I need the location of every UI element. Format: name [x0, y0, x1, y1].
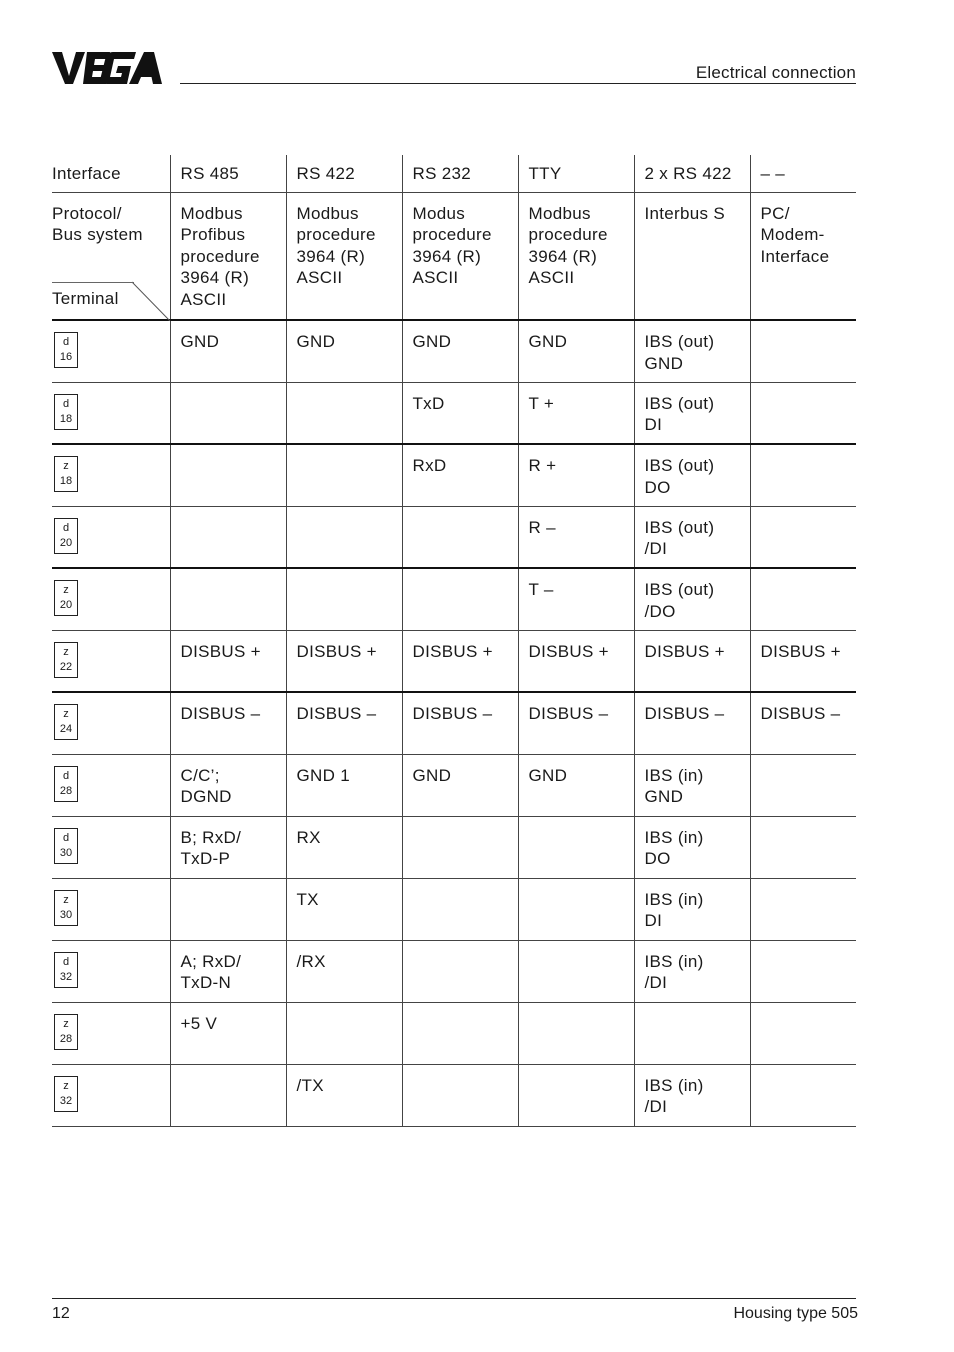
- signal-cell: [634, 630, 750, 692]
- signal-text: GND 1: [296, 765, 350, 785]
- signal-text: /TX: [296, 1075, 324, 1095]
- signal-cell: [750, 940, 856, 1002]
- interface-cell: RS 422: [286, 155, 402, 192]
- signal-text: DISBUS +: [412, 641, 493, 661]
- signal-cell: [518, 754, 634, 816]
- terminal-row: [52, 1064, 856, 1126]
- signal-cell: [634, 1002, 750, 1064]
- protocol-cell: [170, 192, 286, 320]
- protocol-text: PC/ Modem- Interface: [760, 203, 830, 266]
- terminal-pin-number: 18: [59, 475, 73, 487]
- terminal-pin-number: 28: [59, 784, 73, 797]
- terminal-row: [52, 568, 856, 630]
- signal-text: RX: [296, 827, 321, 847]
- terminal-pin-number: 30: [59, 908, 73, 921]
- signal-cell: [170, 1064, 286, 1126]
- signal-cell: [750, 754, 856, 816]
- signal-cell: [518, 382, 634, 444]
- signal-text: R +: [528, 456, 557, 475]
- protocol-header-row: [52, 192, 856, 320]
- signal-cell: [634, 444, 750, 506]
- terminal-row-letter: d: [62, 336, 70, 348]
- signal-cell: [518, 816, 634, 878]
- terminal-row-letter: d: [62, 769, 70, 782]
- signal-cell: [750, 878, 856, 940]
- protocol-cell: [402, 192, 518, 320]
- signal-cell: [170, 630, 286, 692]
- signal-cell: [634, 754, 750, 816]
- signal-cell: [286, 940, 402, 1002]
- signal-text: IBS (in) /DI: [644, 951, 704, 992]
- signal-text: T +: [528, 393, 555, 413]
- terminal-row: [52, 692, 856, 754]
- terminal-pin-number: 20: [59, 599, 73, 611]
- signal-text: DISBUS +: [180, 641, 261, 661]
- signal-text: B; RxD/ TxD-P: [180, 827, 242, 868]
- signal-text: GND: [412, 765, 452, 785]
- signal-cell: [402, 1064, 518, 1126]
- terminal-pin-number: 30: [59, 846, 73, 859]
- protocol-label: Protocol/ Bus system: [52, 203, 143, 244]
- signal-text: IBS (in) DO: [644, 827, 704, 868]
- signal-cell: [402, 940, 518, 1002]
- signal-text: +5 V: [180, 1013, 218, 1033]
- signal-cell: [750, 630, 856, 692]
- signal-cell: [518, 1064, 634, 1126]
- terminal-row-letter: z: [63, 1017, 69, 1030]
- interface-cell: RS 485: [170, 155, 286, 192]
- protocol-cell: [518, 192, 634, 320]
- terminal-cell: [52, 444, 170, 506]
- signal-cell: [402, 444, 518, 506]
- signal-cell: [286, 1002, 402, 1064]
- terminal-pin-box: [54, 828, 78, 864]
- terminal-cell: [52, 940, 170, 1002]
- signal-cell: [286, 568, 402, 630]
- footer-rule: [52, 1298, 856, 1299]
- terminal-label: Terminal: [52, 288, 119, 308]
- signal-cell: [518, 568, 634, 630]
- terminal-pin-number: 32: [59, 970, 73, 983]
- signal-cell: [634, 878, 750, 940]
- signal-cell: [402, 630, 518, 692]
- signal-text: GND: [412, 332, 452, 351]
- signal-cell: [170, 754, 286, 816]
- interface-cell: TTY: [518, 155, 634, 192]
- signal-cell: [402, 382, 518, 444]
- terminal-row-letter: d: [62, 521, 70, 534]
- signal-cell: [286, 1064, 402, 1126]
- terminal-assignment-table: [52, 155, 856, 1127]
- signal-text: DISBUS +: [760, 641, 841, 661]
- signal-cell: [286, 692, 402, 754]
- signal-cell: [286, 382, 402, 444]
- signal-text: IBS (in) /DI: [644, 1075, 704, 1116]
- terminal-pin-box: [54, 332, 78, 368]
- terminal-pin-number: 16: [59, 351, 73, 363]
- signal-cell: [286, 444, 402, 506]
- corner-divider: [52, 282, 134, 283]
- terminal-pin-box: [54, 1076, 78, 1112]
- terminal-cell: [52, 630, 170, 692]
- signal-cell: [402, 506, 518, 568]
- signal-cell: [750, 816, 856, 878]
- terminal-pin-number: 24: [59, 723, 73, 735]
- terminal-row: [52, 382, 856, 444]
- signal-text: IBS (out) /DI: [644, 517, 715, 558]
- signal-text: DISBUS –: [180, 704, 261, 723]
- signal-cell: [750, 1002, 856, 1064]
- terminal-row-letter: d: [62, 831, 70, 844]
- page-number: 12: [52, 1305, 70, 1322]
- signal-cell: [750, 568, 856, 630]
- signal-cell: [634, 940, 750, 1002]
- vega-logo: [52, 50, 172, 86]
- terminal-pin-box: [54, 890, 78, 926]
- protocol-cell: [634, 192, 750, 320]
- signal-cell: [286, 754, 402, 816]
- signal-text: RxD: [412, 456, 447, 475]
- terminal-pin-number: 22: [59, 660, 73, 673]
- signal-cell: [634, 1064, 750, 1126]
- signal-cell: [750, 444, 856, 506]
- terminal-row: [52, 940, 856, 1002]
- signal-cell: [402, 692, 518, 754]
- protocol-cell: [750, 192, 856, 320]
- signal-text: GND: [180, 332, 220, 351]
- signal-cell: [518, 444, 634, 506]
- terminal-pin-number: 32: [59, 1094, 73, 1107]
- header-rule: [180, 83, 856, 84]
- signal-cell: [518, 878, 634, 940]
- signal-cell: [518, 1002, 634, 1064]
- signal-cell: [402, 1002, 518, 1064]
- terminal-row: [52, 444, 856, 506]
- signal-cell: [634, 692, 750, 754]
- signal-cell: [750, 692, 856, 754]
- signal-cell: [286, 320, 402, 382]
- terminal-cell: [52, 568, 170, 630]
- interface-cell: RS 232: [402, 155, 518, 192]
- terminal-row: [52, 1002, 856, 1064]
- protocol-text: Modbus procedure 3964 (R) ASCII: [296, 203, 376, 287]
- signal-text: DISBUS –: [412, 704, 493, 723]
- signal-cell: [170, 506, 286, 568]
- signal-cell: [170, 940, 286, 1002]
- terminal-pin-box: [54, 394, 78, 430]
- signal-text: GND: [528, 765, 568, 785]
- signal-text: C/C’; DGND: [180, 765, 232, 806]
- signal-cell: [634, 816, 750, 878]
- protocol-text: Interbus S: [644, 203, 725, 223]
- terminal-pin-box: [54, 1014, 78, 1050]
- signal-text: IBS (out) /DO: [644, 580, 715, 621]
- terminal-pin-box: [54, 952, 78, 988]
- terminal-row-letter: z: [63, 1079, 69, 1092]
- signal-cell: [634, 320, 750, 382]
- terminal-row-letter: d: [62, 955, 70, 968]
- terminal-row: [52, 506, 856, 568]
- terminal-cell: [52, 692, 170, 754]
- signal-text: DISBUS –: [644, 704, 725, 723]
- document-name: Housing type 505: [733, 1305, 858, 1322]
- signal-text: A; RxD/ TxD-N: [180, 951, 242, 992]
- terminal-row-letter: z: [63, 460, 69, 472]
- terminal-row-letter: z: [63, 893, 69, 906]
- signal-cell: [518, 506, 634, 568]
- signal-cell: [750, 382, 856, 444]
- signal-text: R –: [528, 517, 556, 537]
- interface-cell: 2 x RS 422: [634, 155, 750, 192]
- signal-text: /RX: [296, 951, 326, 971]
- terminal-row-letter: z: [63, 708, 69, 720]
- signal-text: T –: [528, 580, 554, 599]
- terminal-cell: [52, 1064, 170, 1126]
- signal-text: TX: [296, 889, 319, 909]
- protocol-cell: [286, 192, 402, 320]
- terminal-row: [52, 878, 856, 940]
- signal-text: DISBUS –: [760, 704, 841, 723]
- signal-cell: [170, 568, 286, 630]
- signal-text: TxD: [412, 393, 445, 413]
- terminal-cell: [52, 878, 170, 940]
- signal-cell: [286, 630, 402, 692]
- signal-cell: [750, 1064, 856, 1126]
- signal-cell: [170, 1002, 286, 1064]
- protocol-text: Modus procedure 3964 (R) ASCII: [412, 203, 492, 287]
- signal-text: IBS (in) GND: [644, 765, 704, 806]
- section-title: Electrical connection: [695, 63, 856, 82]
- signal-cell: [170, 692, 286, 754]
- signal-cell: [170, 444, 286, 506]
- signal-cell: [170, 816, 286, 878]
- signal-cell: [286, 506, 402, 568]
- signal-cell: [286, 816, 402, 878]
- signal-text: GND: [296, 332, 336, 351]
- terminal-row: [52, 320, 856, 382]
- signal-cell: [402, 320, 518, 382]
- interface-label: Interface: [52, 155, 170, 192]
- terminal-row: [52, 630, 856, 692]
- signal-text: DISBUS +: [528, 641, 609, 661]
- protocol-terminal-corner: [52, 192, 170, 320]
- signal-cell: [170, 382, 286, 444]
- protocol-text: Modbus Profibus procedure 3964 (R) ASCII: [180, 203, 260, 309]
- terminal-row: [52, 754, 856, 816]
- signal-text: IBS (out) GND: [644, 332, 715, 373]
- terminal-row-letter: z: [63, 584, 69, 596]
- terminal-cell: [52, 506, 170, 568]
- signal-text: IBS (out) DI: [644, 393, 715, 434]
- terminal-row-letter: z: [63, 645, 69, 658]
- terminal-pin-number: 20: [59, 536, 73, 549]
- signal-text: DISBUS –: [528, 704, 609, 723]
- signal-cell: [286, 878, 402, 940]
- interface-cell: – –: [750, 155, 856, 192]
- terminal-cell: [52, 1002, 170, 1064]
- signal-cell: [402, 754, 518, 816]
- signal-cell: [518, 630, 634, 692]
- protocol-text: Modbus procedure 3964 (R) ASCII: [528, 203, 608, 287]
- signal-cell: [402, 878, 518, 940]
- terminal-cell: [52, 754, 170, 816]
- terminal-pin-box: [54, 766, 78, 802]
- signal-cell: [402, 816, 518, 878]
- terminal-row: [52, 816, 856, 878]
- signal-cell: [750, 506, 856, 568]
- terminal-pin-box: [54, 456, 78, 492]
- signal-cell: [170, 320, 286, 382]
- signal-cell: [634, 568, 750, 630]
- signal-text: DISBUS –: [296, 704, 377, 723]
- signal-text: IBS (out) DO: [644, 456, 715, 497]
- signal-cell: [518, 320, 634, 382]
- terminal-pin-number: 28: [59, 1032, 73, 1045]
- terminal-pin-box: [54, 518, 78, 554]
- interface-header-row: [52, 155, 856, 192]
- signal-text: IBS (in) DI: [644, 889, 704, 930]
- signal-text: GND: [528, 332, 568, 351]
- signal-text: DISBUS +: [296, 641, 377, 661]
- terminal-row-letter: d: [62, 397, 70, 410]
- signal-cell: [634, 506, 750, 568]
- signal-cell: [518, 940, 634, 1002]
- signal-cell: [518, 692, 634, 754]
- signal-cell: [634, 382, 750, 444]
- terminal-pin-number: 18: [59, 412, 73, 425]
- signal-text: DISBUS +: [644, 641, 725, 661]
- signal-cell: [402, 568, 518, 630]
- terminal-cell: [52, 816, 170, 878]
- terminal-cell: [52, 320, 170, 382]
- terminal-pin-box: [54, 704, 78, 740]
- terminal-cell: [52, 382, 170, 444]
- signal-cell: [170, 878, 286, 940]
- signal-cell: [750, 320, 856, 382]
- terminal-pin-box: [54, 580, 78, 616]
- terminal-pin-box: [54, 642, 78, 678]
